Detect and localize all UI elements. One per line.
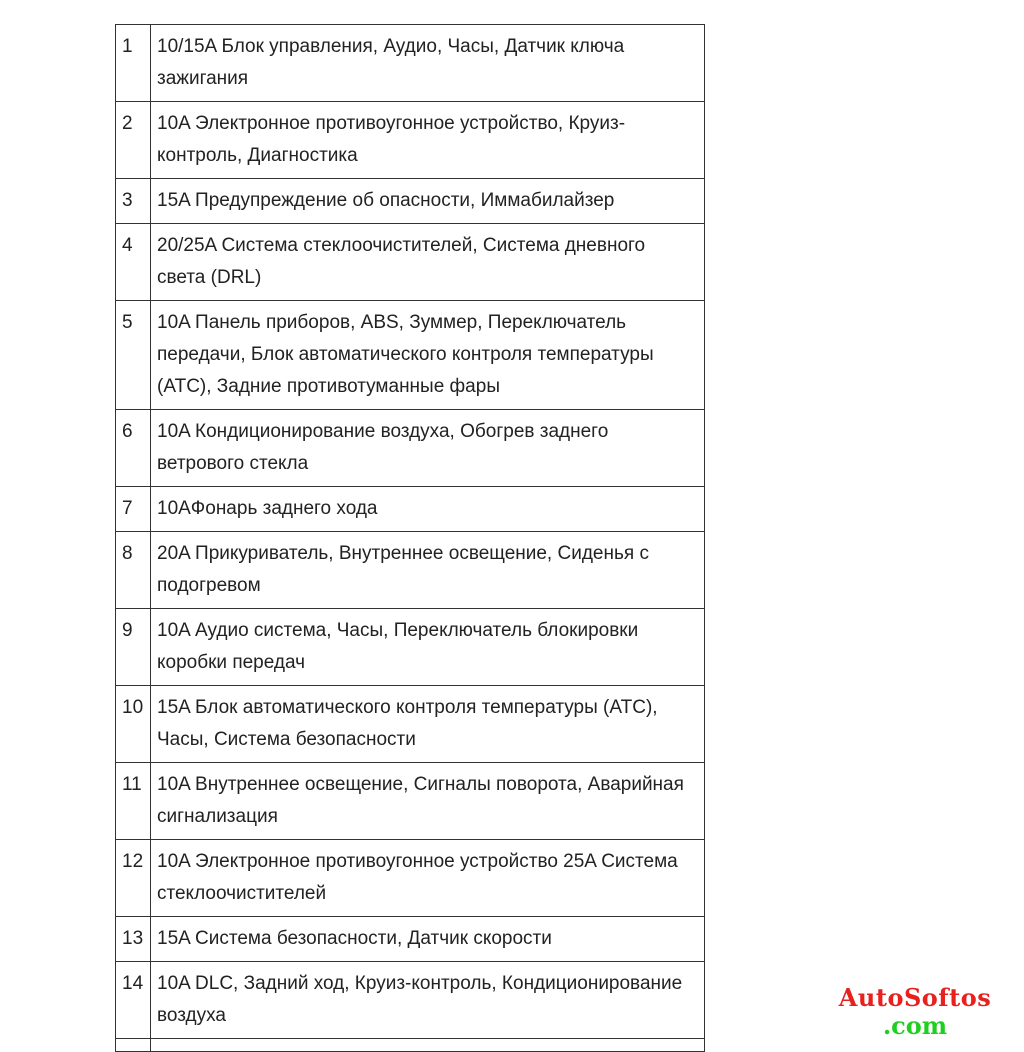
fuse-description: 20/25A Система стеклоочистителей, Система дневного света (DRL) [151,224,705,301]
table-row [116,763,705,840]
fuse-number: 12 [116,840,151,917]
fuse-number [116,1039,151,1052]
table-row [116,25,705,102]
fuse-number: 13 [116,917,151,962]
fuse-number: 14 [116,962,151,1039]
watermark-logo [820,984,1010,1040]
table-row [116,1039,705,1052]
fuse-number: 10 [116,686,151,763]
watermark-line1: AutoSoftos [838,983,992,1012]
fuse-description: 15A Блок автоматического контроля температуры (ATC), Часы, Система безопасности [151,686,705,763]
fuse-description: 20A Прикуриватель, Внутреннее освещение, Сиденья с подогревом [151,532,705,609]
table-row [116,102,705,179]
watermark-line2: .com [882,1011,948,1040]
table-row [116,224,705,301]
table-row [116,840,705,917]
fuse-description: 15A Система безопасности, Датчик скорости [151,917,705,962]
table-row [116,532,705,609]
table-row [116,487,705,532]
fuse-number: 1 [116,25,151,102]
table-row [116,179,705,224]
table-row [116,962,705,1039]
fuse-description: 10A Электронное противоугонное устройство, Круиз-контроль, Диагностика [151,102,705,179]
table-row [116,686,705,763]
fuse-table [115,24,705,1052]
fuse-description: 10/15A Блок управления, Аудио, Часы, Датчик ключа зажигания [151,25,705,102]
fuse-number: 9 [116,609,151,686]
fuse-description: 10A Панель приборов, ABS, Зуммер, Переключатель передачи, Блок автоматического контроля температуры (ATC), Задние противотуманные фары [151,301,705,410]
fuse-number: 7 [116,487,151,532]
fuse-description: 10A Кондиционирование воздуха, Обогрев заднего ветрового стекла [151,410,705,487]
fuse-number: 11 [116,763,151,840]
fuse-description [151,1039,705,1052]
table-row [116,917,705,962]
fuse-description: 10A DLC, Задний ход, Круиз-контроль, Кондиционирование воздуха [151,962,705,1039]
fuse-number: 6 [116,410,151,487]
fuse-description: 10A Электронное противоугонное устройство 25A Система стеклоочистителей [151,840,705,917]
fuse-description: 10A Аудио система, Часы, Переключатель блокировки коробки передач [151,609,705,686]
fuse-number: 4 [116,224,151,301]
table-row [116,609,705,686]
fuse-description: 10A Внутреннее освещение, Сигналы поворота, Аварийная сигнализация [151,763,705,840]
fuse-number: 2 [116,102,151,179]
table-row [116,301,705,410]
table-row [116,410,705,487]
fuse-number: 8 [116,532,151,609]
fuse-number: 3 [116,179,151,224]
fuse-description: 15A Предупреждение об опасности, Иммабилайзер [151,179,705,224]
fuse-number: 5 [116,301,151,410]
fuse-description: 10AФонарь заднего хода [151,487,705,532]
